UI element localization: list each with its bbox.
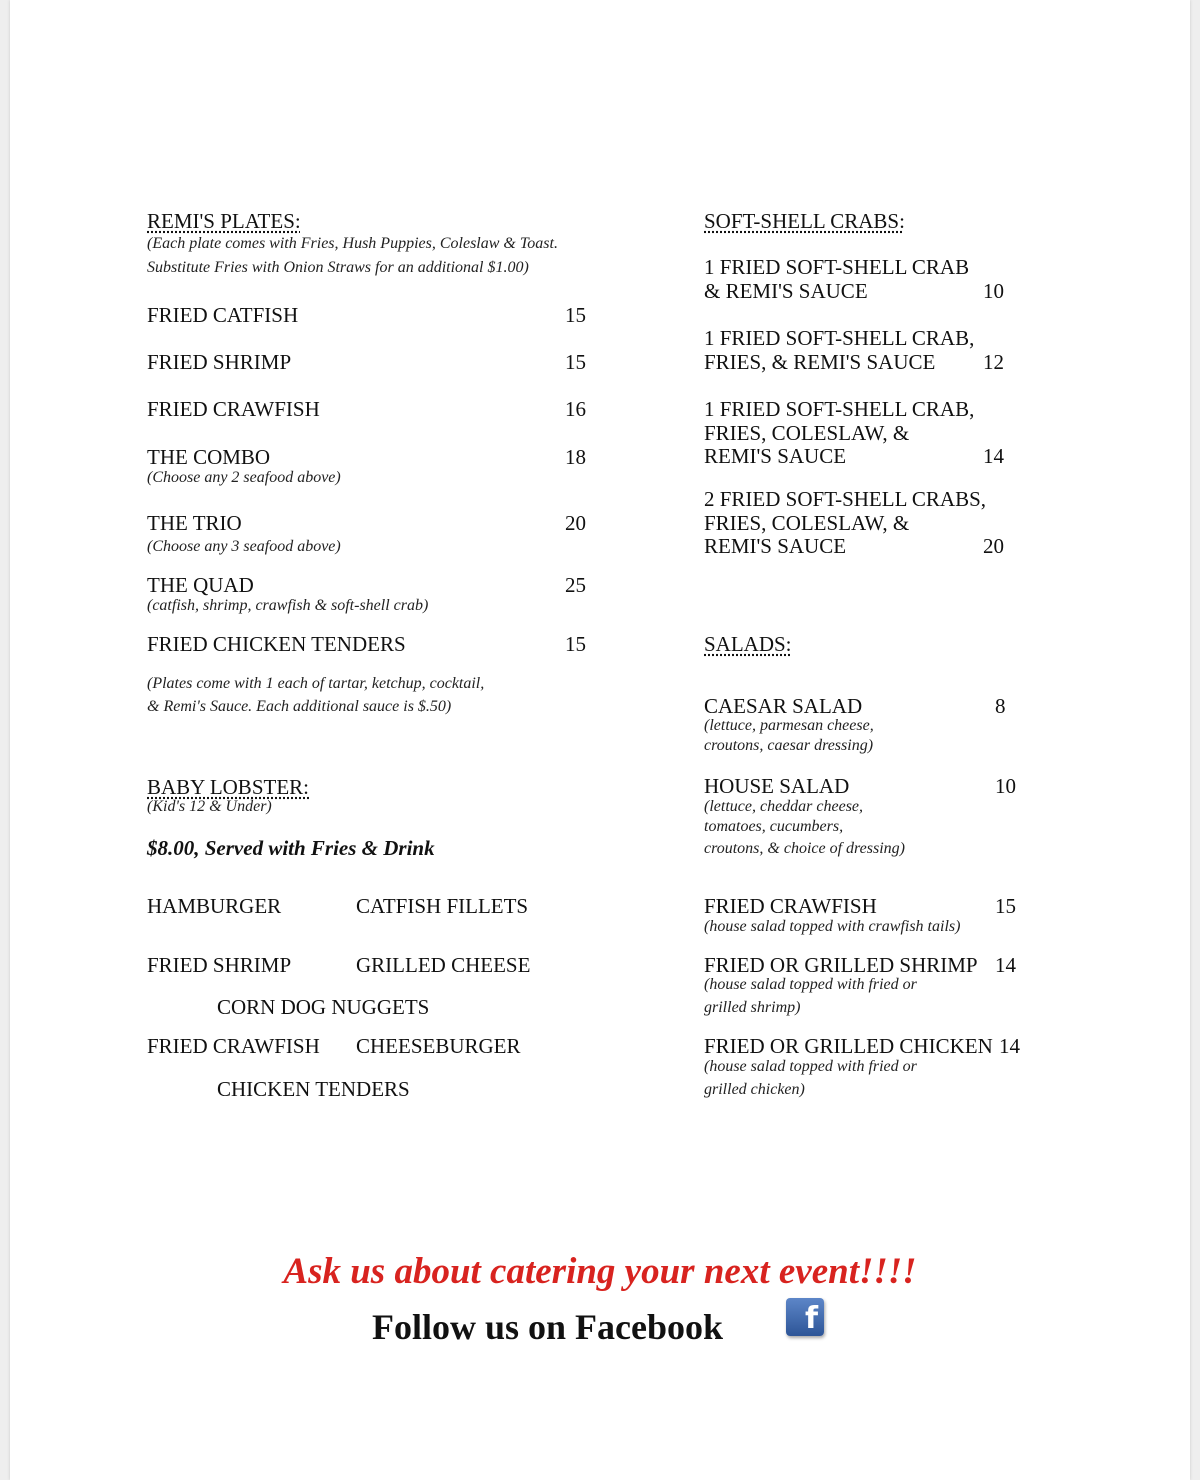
crab-item-line: 1 FRIED SOFT-SHELL CRAB <box>704 255 970 279</box>
soft-shell-heading: SOFT-SHELL CRABS: <box>704 209 905 233</box>
facebook-icon[interactable] <box>786 1298 824 1336</box>
salad-item-description: (lettuce, cheddar cheese, <box>704 798 864 815</box>
salad-item-name: HOUSE SALAD <box>704 774 850 798</box>
kids-item: FRIED SHRIMP <box>147 953 292 977</box>
salad-item-name: FRIED CRAWFISH <box>704 894 877 918</box>
salad-item-description: grilled chicken) <box>704 1081 805 1098</box>
kids-item: GRILLED CHEESE <box>356 953 531 977</box>
plate-item-description: (Choose any 2 seafood above) <box>147 469 341 486</box>
crab-item-line: 1 FRIED SOFT-SHELL CRAB, <box>704 326 975 350</box>
kids-item: CHEESEBURGER <box>356 1034 521 1058</box>
baby-lobster-subheading: (Kid's 12 & Under) <box>147 798 272 815</box>
salad-item-price: 15 <box>995 894 1016 918</box>
salad-item-description: (house salad topped with crawfish tails) <box>704 918 961 935</box>
salad-item-price: 10 <box>995 774 1016 798</box>
crab-item-price: 10 <box>983 279 1004 303</box>
crab-item-line: 1 FRIED SOFT-SHELL CRAB, <box>704 397 975 421</box>
crab-item-line: & REMI'S SAUCE <box>704 279 868 303</box>
salad-item-description: croutons, & choice of dressing) <box>704 840 906 857</box>
salad-item-name: CAESAR SALAD <box>704 694 863 718</box>
salad-item-name: FRIED OR GRILLED CHICKEN <box>704 1034 993 1058</box>
plate-item-description: (catfish, shrimp, crawfish & soft-shell crab) <box>147 597 429 614</box>
plate-item-name: FRIED SHRIMP <box>147 350 292 374</box>
plate-item-price: 15 <box>565 632 586 656</box>
crab-item-price: 20 <box>983 534 1004 558</box>
salads-heading: SALADS: <box>704 632 792 656</box>
salad-item-description: (lettuce, parmesan cheese, <box>704 717 874 734</box>
remis-plates-heading: REMI'S PLATES: <box>147 209 301 233</box>
crab-item-price: 12 <box>983 350 1004 374</box>
plate-item-price: 18 <box>565 445 586 469</box>
sauce-note-1: (Plates come with 1 each of tartar, ketchup, cocktail, <box>147 675 485 692</box>
crab-item-line: FRIES, & REMI'S SAUCE <box>704 350 936 374</box>
crab-item-line: REMI'S SAUCE <box>704 534 847 558</box>
follow-facebook-text: Follow us on Facebook <box>372 1307 724 1347</box>
plate-item-description: (Choose any 3 seafood above) <box>147 538 341 555</box>
crab-item-price: 14 <box>983 444 1004 468</box>
plate-item-name: THE COMBO <box>147 445 271 469</box>
salad-item-price: 14 <box>999 1034 1020 1058</box>
kids-item: CORN DOG NUGGETS <box>217 995 430 1019</box>
kids-item: CHICKEN TENDERS <box>217 1077 410 1101</box>
plate-item-price: 15 <box>565 350 586 374</box>
remis-plates-note-1: (Each plate comes with Fries, Hush Puppies, Coleslaw & Toast. <box>147 235 558 252</box>
catering-callout: Ask us about catering your next event!!!! <box>283 1251 917 1292</box>
baby-lobster-price-line: $8.00, Served with Fries & Drink <box>147 836 435 860</box>
kids-item: FRIED CRAWFISH <box>147 1034 320 1058</box>
salad-item-description: croutons, caesar dressing) <box>704 737 874 754</box>
salad-item-description: tomatoes, cucumbers, <box>704 818 844 835</box>
plate-item-name: THE TRIO <box>147 511 242 535</box>
plate-item-price: 15 <box>565 303 586 327</box>
salad-item-price: 8 <box>995 694 1006 718</box>
plate-item-price: 16 <box>565 397 586 421</box>
salad-item-description: (house salad topped with fried or <box>704 1058 917 1075</box>
remis-plates-note-2: Substitute Fries with Onion Straws for an additional $1.00) <box>147 259 529 276</box>
crab-item-line: REMI'S SAUCE <box>704 444 847 468</box>
facebook-icon-letter: f <box>804 1301 818 1336</box>
crab-item-line: 2 FRIED SOFT-SHELL CRABS, <box>704 487 987 511</box>
plate-item-price: 25 <box>565 573 586 597</box>
salad-item-description: (house salad topped with fried or <box>704 976 917 993</box>
kids-item: HAMBURGER <box>147 894 282 918</box>
salad-item-name: FRIED OR GRILLED SHRIMP <box>704 953 978 977</box>
crab-item-line: FRIES, COLESLAW, & <box>704 421 910 445</box>
plate-item-name: THE QUAD <box>147 573 254 597</box>
sauce-note-2: & Remi's Sauce. Each additional sauce is $.50) <box>147 698 452 715</box>
salad-item-price: 14 <box>995 953 1016 977</box>
salad-item-description: grilled shrimp) <box>704 999 801 1016</box>
plate-item-name: FRIED CHICKEN TENDERS <box>147 632 406 656</box>
plate-item-name: FRIED CATFISH <box>147 303 299 327</box>
plate-item-name: FRIED CRAWFISH <box>147 397 320 421</box>
crab-item-line: FRIES, COLESLAW, & <box>704 511 910 535</box>
plate-item-price: 20 <box>565 511 586 535</box>
baby-lobster-heading: BABY LOBSTER: <box>147 775 309 799</box>
kids-item: CATFISH FILLETS <box>356 894 529 918</box>
